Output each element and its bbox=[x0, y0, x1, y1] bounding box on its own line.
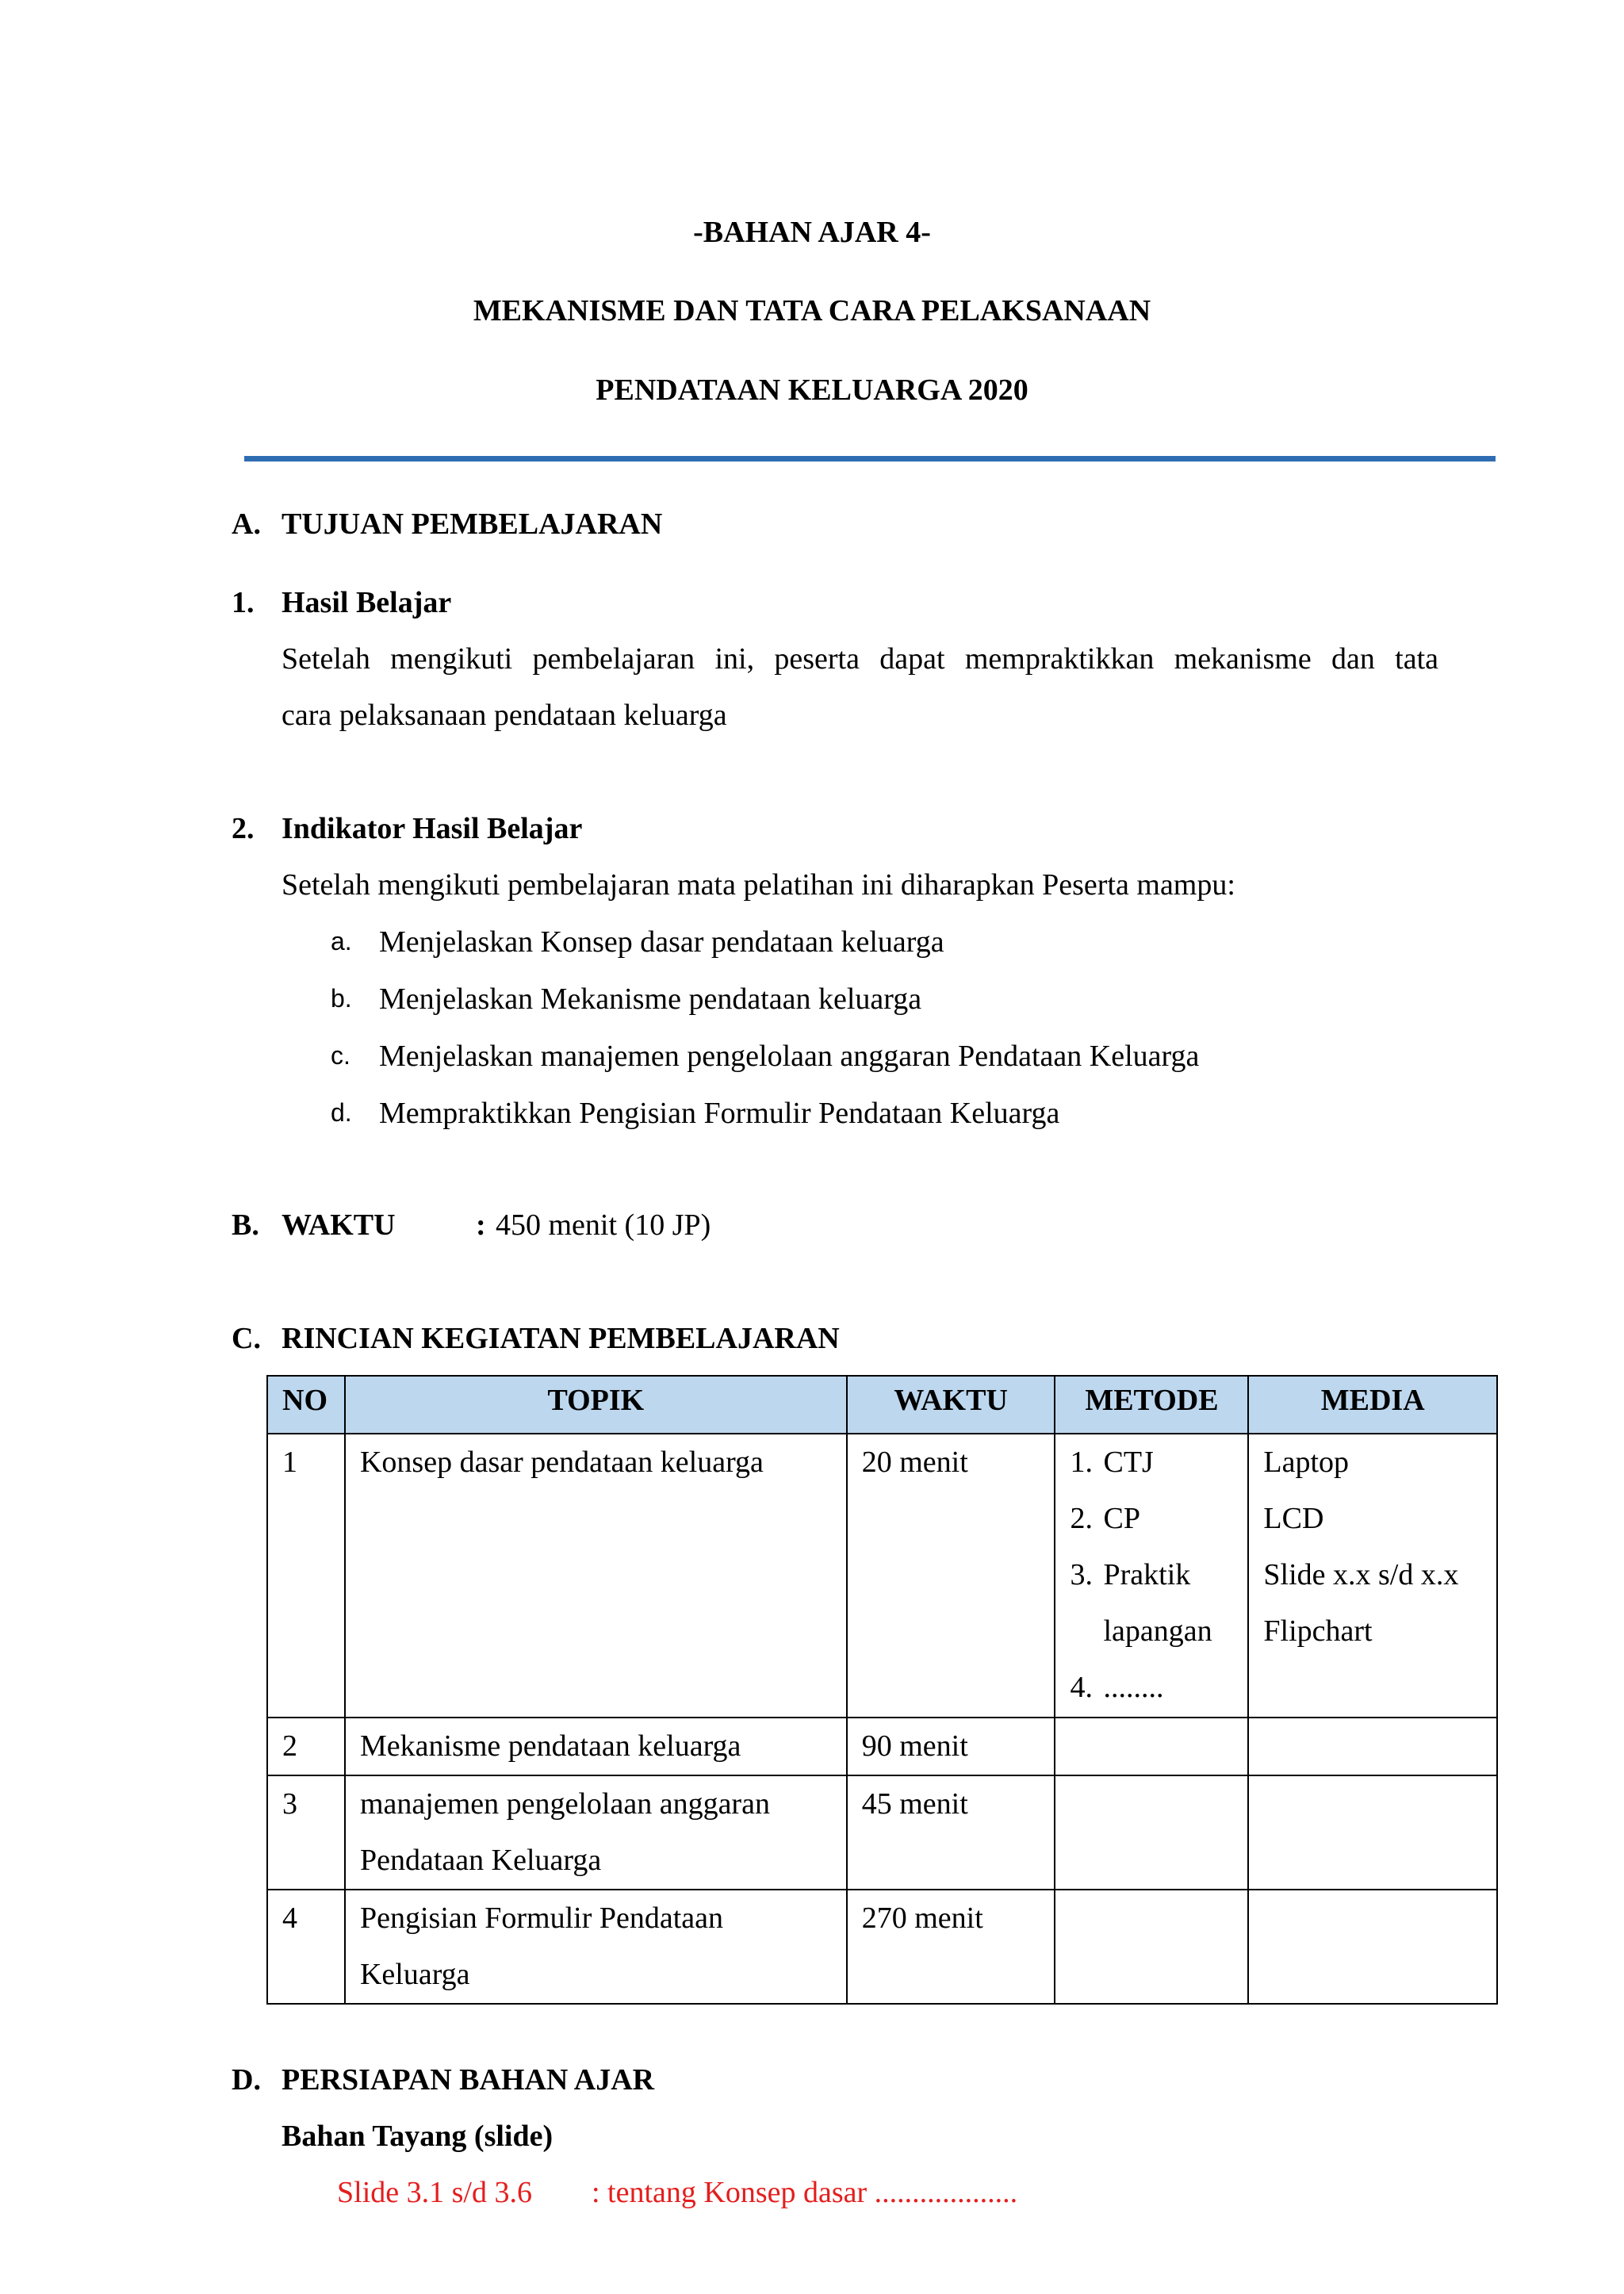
cell-metode bbox=[1055, 1775, 1248, 1890]
item-1-text-line2: cara pelaksanaan pendataan keluarga bbox=[282, 699, 727, 732]
cell-waktu: 90 menit bbox=[847, 1718, 1055, 1775]
indicator-d-marker: d. bbox=[331, 1098, 352, 1127]
table-header-row bbox=[267, 1376, 1497, 1434]
table-row bbox=[267, 1890, 1497, 2004]
indicator-b-marker: b. bbox=[331, 984, 352, 1013]
item-2-title: Indikator Hasil Belajar bbox=[282, 812, 583, 845]
doc-title-line2: MEKANISME DAN TATA CARA PELAKSANAAN bbox=[473, 294, 1151, 327]
cell-no: 1 bbox=[267, 1434, 345, 1718]
indicator-c-text: Menjelaskan manajemen pengelolaan anggaran Pendataan Keluarga bbox=[379, 1040, 1200, 1073]
col-header-waktu: WAKTU bbox=[847, 1376, 1055, 1434]
col-header-topik: TOPIK bbox=[345, 1376, 847, 1434]
media-item: Slide x.x s/d x.x bbox=[1263, 1558, 1459, 1591]
cell-topik-line: Pengisian Formulir Pendataan bbox=[359, 1901, 724, 1935]
media-item: Laptop bbox=[1263, 1446, 1350, 1479]
section-c-marker: C. bbox=[232, 1322, 261, 1355]
indicator-d-text: Mempraktikkan Pengisian Formulir Pendataan Keluarga bbox=[379, 1097, 1060, 1130]
table-row bbox=[267, 1434, 1497, 1718]
slide-reference: Slide 3.1 s/d 3.6 bbox=[337, 2176, 532, 2209]
col-header-media: MEDIA bbox=[1248, 1376, 1497, 1434]
section-d-title: PERSIAPAN BAHAN AJAR bbox=[282, 2063, 655, 2097]
cell-metode bbox=[1055, 1890, 1248, 2004]
cell-topik bbox=[345, 1890, 847, 2004]
section-c-title: RINCIAN KEGIATAN PEMBELAJARAN bbox=[282, 1322, 840, 1355]
cell-no: 3 bbox=[267, 1775, 345, 1890]
doc-title-line3: PENDATAAN KELUARGA 2020 bbox=[596, 373, 1028, 407]
col-header-no: NO bbox=[267, 1376, 345, 1434]
section-d-marker: D. bbox=[232, 2063, 261, 2097]
rincian-table bbox=[266, 1375, 1498, 2005]
cell-topik bbox=[345, 1775, 847, 1890]
media-item: LCD bbox=[1263, 1502, 1324, 1535]
cell-topik-line: manajemen pengelolaan anggaran bbox=[359, 1787, 770, 1821]
indicator-a-marker: a. bbox=[331, 927, 352, 956]
media-list bbox=[1263, 1434, 1482, 1660]
section-b-title: WAKTU bbox=[282, 1208, 396, 1242]
cell-media bbox=[1248, 1718, 1497, 1775]
cell-waktu: 20 menit bbox=[847, 1434, 1055, 1718]
table-row bbox=[267, 1775, 1497, 1890]
cell-no: 2 bbox=[267, 1718, 345, 1775]
item-1-title: Hasil Belajar bbox=[282, 586, 452, 619]
indicator-a-text: Menjelaskan Konsep dasar pendataan keluarga bbox=[379, 925, 944, 959]
section-b-value: 450 menit (10 JP) bbox=[496, 1208, 711, 1242]
section-b-colon: : bbox=[476, 1208, 486, 1242]
doc-title-line1: -BAHAN AJAR 4- bbox=[693, 216, 931, 249]
title-divider-rule bbox=[244, 456, 1496, 461]
indicator-c-marker: c. bbox=[331, 1041, 350, 1070]
cell-media bbox=[1248, 1434, 1497, 1718]
metode-item: 2. CP bbox=[1070, 1502, 1140, 1535]
section-a-marker: A. bbox=[232, 507, 261, 541]
item-1-text-line1: Setelah mengikuti pembelajaran ini, peserta dapat mempraktikkan mekanisme dan tata bbox=[282, 642, 1438, 676]
cell-topik: Mekanisme pendataan keluarga bbox=[345, 1718, 847, 1775]
section-d-subtitle: Bahan Tayang (slide) bbox=[282, 2120, 553, 2153]
cell-media bbox=[1248, 1890, 1497, 2004]
cell-metode bbox=[1055, 1434, 1248, 1718]
cell-media bbox=[1248, 1775, 1497, 1890]
metode-item: 4. ........ bbox=[1070, 1671, 1164, 1704]
section-b-marker: B. bbox=[232, 1208, 259, 1242]
section-a-title: TUJUAN PEMBELAJARAN bbox=[282, 507, 663, 541]
cell-waktu: 270 menit bbox=[847, 1890, 1055, 2004]
metode-item: 3. Praktik lapangan bbox=[1070, 1558, 1212, 1648]
cell-metode bbox=[1055, 1718, 1248, 1775]
cell-waktu: 45 menit bbox=[847, 1775, 1055, 1890]
item-2-intro: Setelah mengikuti pembelajaran mata pelatihan ini diharapkan Peserta mampu: bbox=[282, 868, 1235, 902]
media-item: Flipchart bbox=[1263, 1614, 1373, 1648]
cell-topik-line: Pendataan Keluarga bbox=[359, 1844, 602, 1877]
cell-no: 4 bbox=[267, 1890, 345, 2004]
item-1-number: 1. bbox=[232, 586, 255, 619]
indicator-b-text: Menjelaskan Mekanisme pendataan keluarga bbox=[379, 982, 922, 1016]
col-header-metode: METODE bbox=[1055, 1376, 1248, 1434]
table-row bbox=[267, 1718, 1497, 1775]
metode-list bbox=[1070, 1434, 1233, 1716]
slide-description: : tentang Konsep dasar ................... bbox=[592, 2176, 1018, 2209]
cell-topik-line: Keluarga bbox=[359, 1958, 470, 1991]
item-2-number: 2. bbox=[232, 812, 255, 845]
cell-topik: Konsep dasar pendataan keluarga bbox=[345, 1434, 847, 1718]
metode-item: 1. CTJ bbox=[1070, 1446, 1154, 1479]
